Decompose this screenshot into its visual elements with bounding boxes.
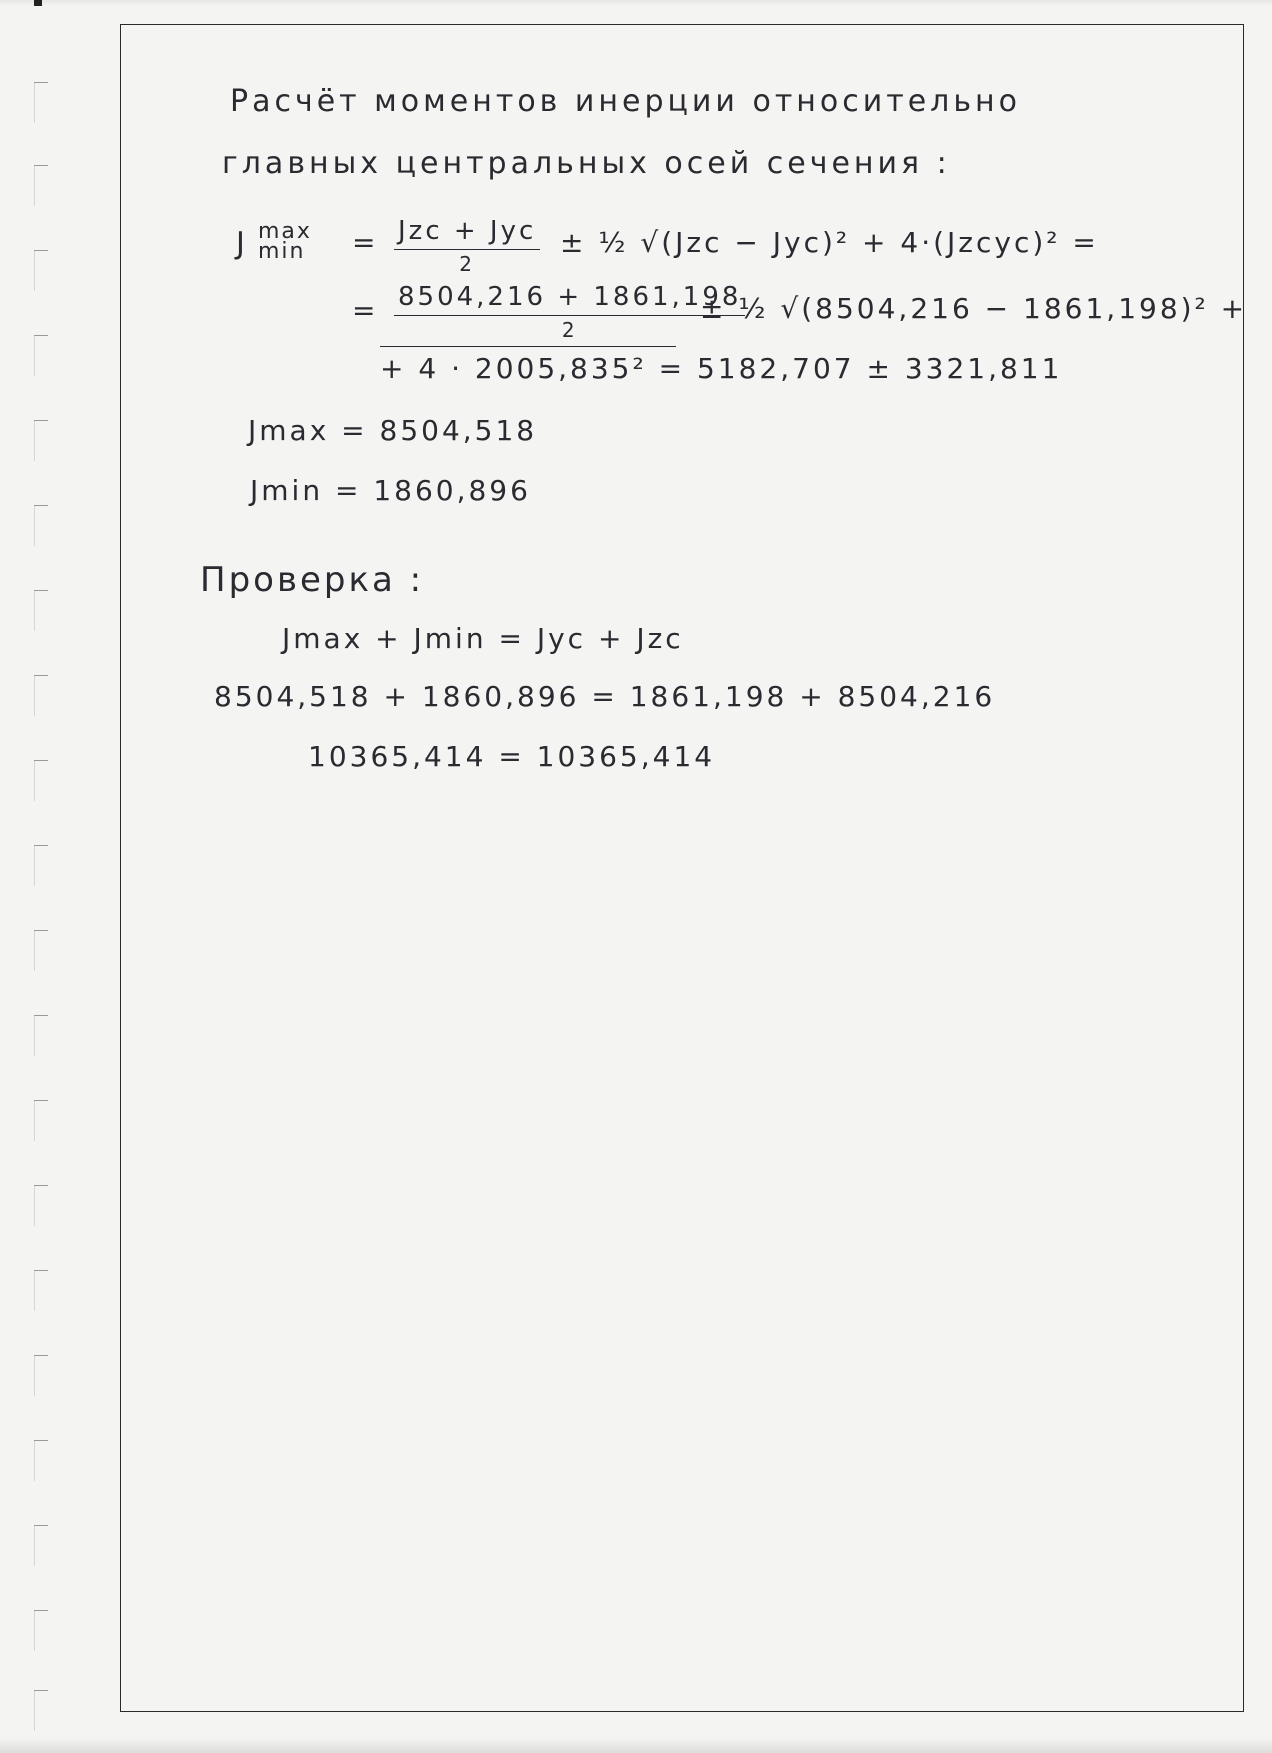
- check-line-2: 8504,518 + 1860,896 = 1861,198 + 8504,216: [214, 680, 996, 713]
- check-heading: Проверка :: [200, 560, 425, 600]
- fraction-bar-extension: [380, 346, 676, 347]
- binder-mark: [34, 1440, 48, 1441]
- formula-fraction-numerator: Jzc + Jyc: [394, 216, 540, 250]
- scan-edge-top: [0, 0, 1272, 6]
- result-jmin: Jmin = 1860,896: [250, 474, 531, 507]
- binder-mark: [34, 590, 48, 591]
- binder-mark: [34, 250, 48, 251]
- binder-mark: [34, 760, 48, 761]
- binder-mark: [34, 335, 48, 336]
- formula-line-3: + 4 · 2005,835² = 5182,707 ± 3321,811: [380, 352, 1063, 385]
- page-frame: [120, 24, 1244, 1712]
- formula-numeric-denominator: 2: [561, 318, 578, 342]
- title-line-2: главных центральных осей сечения :: [222, 146, 951, 181]
- binder-mark: [34, 420, 48, 421]
- check-line-3: 10365,414 = 10365,414: [308, 740, 716, 773]
- formula-numeric-fraction: [394, 282, 745, 342]
- result-jmax: Jmax = 8504,518: [248, 414, 538, 447]
- binder-mark: [34, 1355, 48, 1356]
- binder-mark: [34, 1185, 48, 1186]
- formula-numeric-numerator: 8504,216 + 1861,198: [394, 282, 745, 316]
- binder-mark: [34, 505, 48, 506]
- binder-mark: [34, 1525, 48, 1526]
- scan-corner-mark: [34, 0, 42, 6]
- binder-mark: [34, 165, 48, 166]
- binder-mark: [34, 1610, 48, 1611]
- formula-rest-1: ± ½ √(Jzc − Jyc)² + 4·(Jzcyc)² =: [560, 226, 1099, 259]
- formula-equals-2: =: [352, 294, 379, 327]
- formula-rest-2: ± ½ √(8504,216 − 1861,198)² +: [700, 292, 1248, 325]
- formula-lhs-indices: [258, 219, 312, 264]
- binder-mark: [34, 930, 48, 931]
- binder-mark: [34, 1690, 48, 1691]
- formula-lhs-sub: min: [258, 239, 306, 264]
- formula-lhs-symbol: J: [236, 226, 248, 261]
- binder-mark: [34, 1270, 48, 1271]
- binder-mark: [34, 845, 48, 846]
- binder-mark: [34, 1015, 48, 1016]
- binder-mark: [34, 82, 48, 83]
- formula-fraction: [394, 216, 540, 276]
- binder-mark: [34, 675, 48, 676]
- check-line-1: Jmax + Jmin = Jyc + Jzc: [282, 622, 684, 655]
- scan-edge-bottom: [0, 1738, 1272, 1753]
- formula-lhs-sup: max: [258, 219, 312, 244]
- title-line-1: Расчёт моментов инерции относительно: [230, 84, 1022, 119]
- formula-equals-1: =: [352, 226, 379, 259]
- binder-mark: [34, 1100, 48, 1101]
- formula-fraction-denominator: 2: [459, 252, 475, 276]
